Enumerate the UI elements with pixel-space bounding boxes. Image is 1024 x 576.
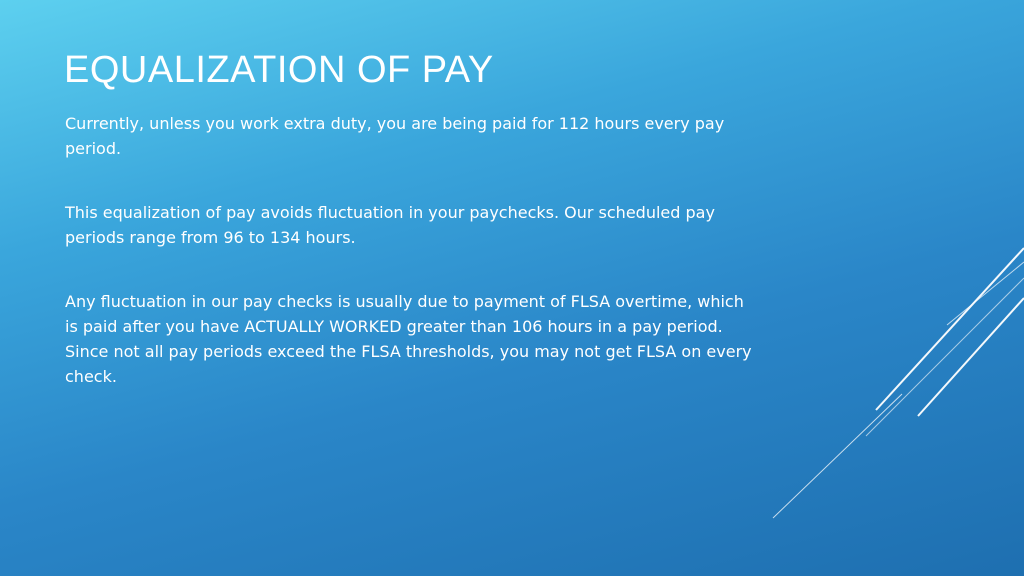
paragraph-equalization: This equalization of pay avoids fluctuation in your paychecks. Our scheduled pay periods range from 96 to 134 hours.: [65, 203, 715, 247]
deco-line-3: [918, 298, 1024, 416]
paragraph-flsa-overtime: Any fluctuation in our pay checks is usually due to payment of FLSA overtime, which is paid after you have ACTUALLY WORKED greater than 106 hours in a pay period. Since not all pay periods exceed the FLSA thresholds, you may not get FLSA on every check.: [65, 292, 752, 386]
deco-line-1: [876, 248, 1024, 410]
paragraph-current-pay: Currently, unless you work extra duty, you are being paid for 112 hours every pay period.: [65, 114, 725, 158]
deco-line-2: [947, 262, 1024, 325]
slide-title: EQUALIZATION OF PAY: [64, 49, 494, 91]
deco-line-4: [866, 278, 1024, 436]
deco-line-5: [773, 394, 902, 518]
